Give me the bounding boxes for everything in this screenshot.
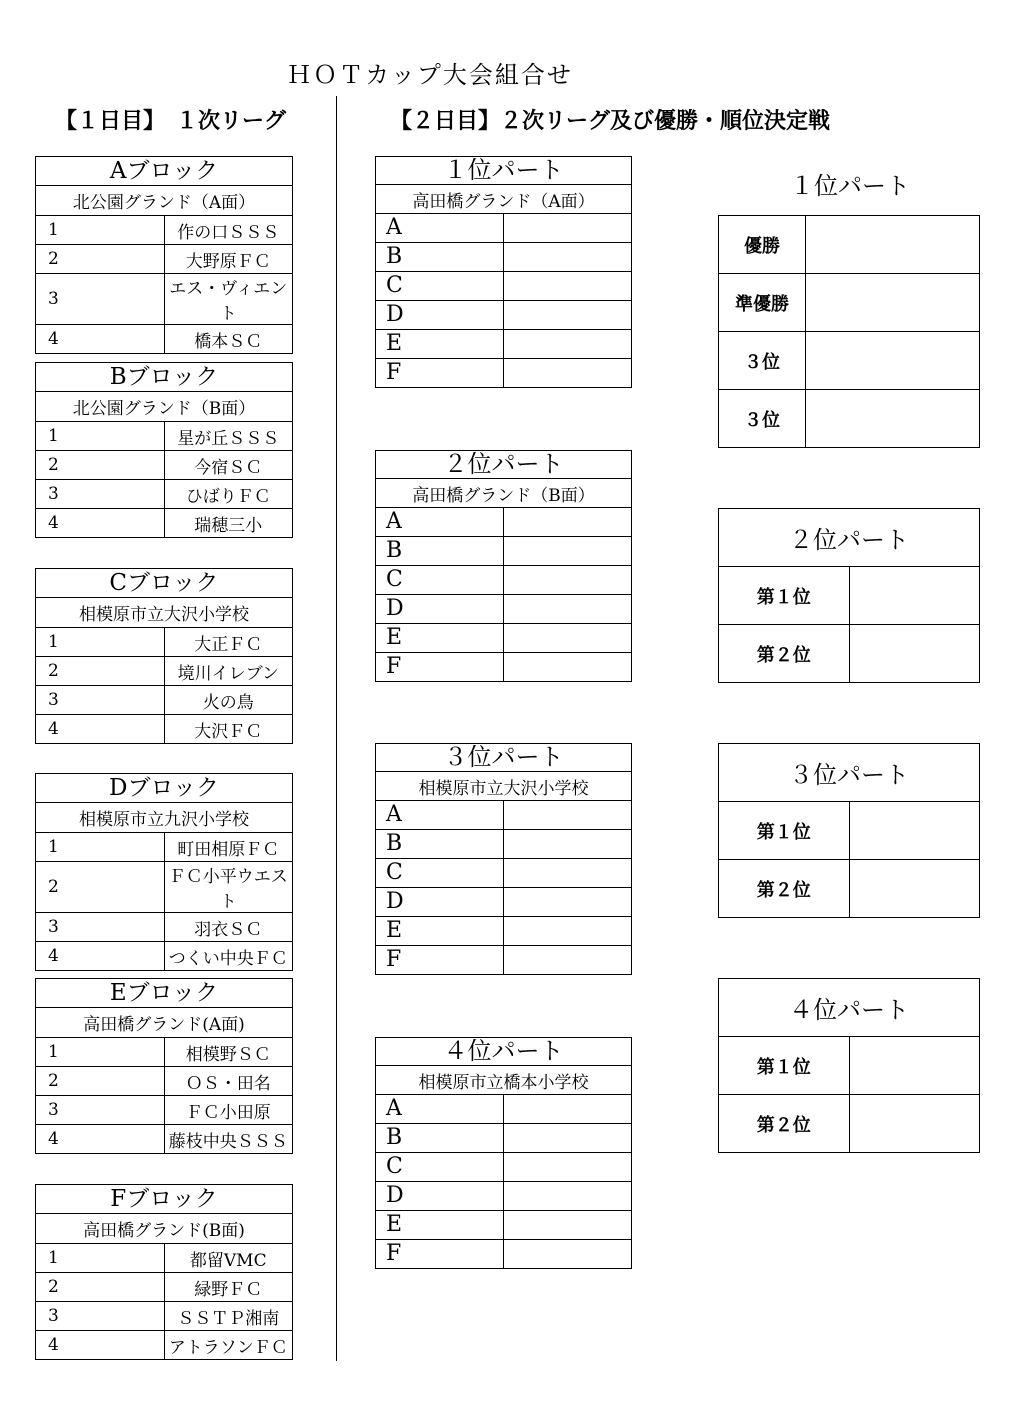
slot-row [376, 508, 632, 537]
team-row [36, 245, 293, 274]
rank-label: 優勝 [719, 216, 806, 274]
block-venue: 高田橋グランド(A面) [36, 1008, 293, 1038]
team-name: 火の鳥 [164, 686, 293, 715]
result-row [719, 802, 980, 860]
result-row [719, 1095, 980, 1153]
slot-letter: F [376, 1240, 504, 1269]
team-number: 4 [36, 715, 165, 744]
page-title: ＨＯＴカップ大会組合せ [287, 61, 573, 89]
team-name: 大沢ＦＣ [164, 715, 293, 744]
rank-label: 第１位 [719, 567, 850, 625]
slot-entry [504, 595, 632, 624]
slot-row [376, 801, 632, 830]
slot-letter: F [376, 653, 504, 682]
team-name: 瑞穂三小 [164, 509, 293, 538]
block-table [35, 773, 293, 971]
slot-row [376, 330, 632, 359]
rank-label: 第２位 [719, 860, 850, 918]
slot-entry [504, 801, 632, 830]
slot-letter: A [376, 214, 504, 243]
rank-label: 第２位 [719, 1095, 850, 1153]
team-name: つくい中央ＦＣ [164, 942, 293, 971]
team-number: 4 [36, 942, 165, 971]
rank-label: ３位 [719, 332, 806, 390]
slot-row [376, 888, 632, 917]
slot-entry [504, 508, 632, 537]
slot-entry [504, 946, 632, 975]
slot-entry [504, 1153, 632, 1182]
slot-letter: B [376, 537, 504, 566]
slot-entry [504, 1095, 632, 1124]
team-name: 藤枝中央ＳＳＳ [164, 1125, 293, 1154]
result-row [719, 332, 980, 390]
team-row [36, 1067, 293, 1096]
slot-row [376, 917, 632, 946]
block-name: Fブロック [36, 1185, 293, 1214]
rank-label: 第１位 [719, 1037, 850, 1095]
team-number: 1 [36, 628, 165, 657]
part-name: ３位パート [376, 744, 632, 772]
rank-label: 準優勝 [719, 274, 806, 332]
day1-heading: 【１日目】 １次リーグ [55, 108, 287, 134]
result-table [718, 743, 980, 918]
part-venue: 相模原市立橋本小学校 [376, 1066, 632, 1095]
team-number: 3 [36, 1096, 165, 1125]
slot-letter: E [376, 330, 504, 359]
team-name: 星が丘ＳＳＳ [164, 422, 293, 451]
slot-letter: D [376, 301, 504, 330]
block-venue: 相模原市立大沢小学校 [36, 598, 293, 628]
part-venue: 高田橋グランド（A面） [376, 185, 632, 214]
slot-letter: B [376, 1124, 504, 1153]
block-name: Cブロック [36, 569, 293, 598]
part-venue: 高田橋グランド（B面） [376, 479, 632, 508]
block-venue: 北公園グランド（A面） [36, 186, 293, 216]
team-number: 2 [36, 245, 165, 274]
result-row [719, 860, 980, 918]
slot-row [376, 1182, 632, 1211]
block-name: Dブロック [36, 774, 293, 803]
result-row [719, 567, 980, 625]
slot-letter: A [376, 801, 504, 830]
team-name: ＯＳ・田名 [164, 1067, 293, 1096]
slot-entry [504, 830, 632, 859]
team-name: 作の口ＳＳＳ [164, 216, 293, 245]
rank-entry [849, 1037, 980, 1095]
team-name: ＦＣ小田原 [164, 1096, 293, 1125]
part-table [375, 1037, 632, 1269]
slot-row [376, 1211, 632, 1240]
result-table [718, 215, 980, 448]
rank-entry [849, 567, 980, 625]
team-number: 2 [36, 1273, 165, 1302]
slot-letter: B [376, 243, 504, 272]
team-name: 相模野ＳＣ [164, 1038, 293, 1067]
team-number: 1 [36, 422, 165, 451]
team-row [36, 715, 293, 744]
team-row [36, 325, 293, 354]
team-row [36, 833, 293, 862]
slot-entry [504, 888, 632, 917]
slot-row [376, 272, 632, 301]
slot-letter: A [376, 1095, 504, 1124]
slot-letter: C [376, 272, 504, 301]
block-table [35, 568, 293, 744]
team-row [36, 1273, 293, 1302]
slot-entry [504, 301, 632, 330]
team-row [36, 1038, 293, 1067]
block-table [35, 156, 293, 354]
team-name: 町田相原ＦＣ [164, 833, 293, 862]
team-number: 4 [36, 1331, 165, 1360]
slot-letter: D [376, 1182, 504, 1211]
rank-label: 第２位 [719, 625, 850, 683]
team-name: 都留VMC [164, 1244, 293, 1273]
result-row [719, 1037, 980, 1095]
day2-heading: 【２日目】２次リーグ及び優勝・順位決定戦 [390, 108, 831, 134]
rank-entry [806, 274, 980, 332]
team-number: 4 [36, 325, 165, 354]
slot-entry [504, 917, 632, 946]
part-venue: 相模原市立大沢小学校 [376, 772, 632, 801]
rank-entry [806, 390, 980, 448]
rank-entry [806, 332, 980, 390]
rank-entry [849, 860, 980, 918]
team-row [36, 1302, 293, 1331]
slot-row [376, 301, 632, 330]
slot-entry [504, 1211, 632, 1240]
team-row [36, 657, 293, 686]
block-name: Eブロック [36, 979, 293, 1008]
result-row [719, 390, 980, 448]
slot-letter: A [376, 508, 504, 537]
slot-row [376, 214, 632, 243]
part-name: １位パート [376, 157, 632, 185]
team-number: 3 [36, 480, 165, 509]
slot-entry [504, 330, 632, 359]
team-name: 今宿ＳＣ [164, 451, 293, 480]
slot-letter: F [376, 946, 504, 975]
team-number: 2 [36, 451, 165, 480]
result-table [718, 978, 980, 1153]
slot-letter: B [376, 830, 504, 859]
slot-row [376, 1095, 632, 1124]
part-name: ２位パート [376, 451, 632, 479]
part-name: ４位パート [376, 1038, 632, 1066]
result-row [719, 274, 980, 332]
slot-row [376, 243, 632, 272]
slot-row [376, 566, 632, 595]
team-number: 4 [36, 509, 165, 538]
team-row [36, 913, 293, 942]
slot-row [376, 859, 632, 888]
team-row [36, 451, 293, 480]
result-title: ４位パート [719, 979, 980, 1037]
slot-entry [504, 1182, 632, 1211]
team-name: ひばりＦＣ [164, 480, 293, 509]
slot-letter: D [376, 888, 504, 917]
team-row [36, 274, 293, 325]
team-name: アトラソンＦＣ [164, 1331, 293, 1360]
team-name: 大正ＦＣ [164, 628, 293, 657]
team-number: 2 [36, 862, 165, 913]
team-row [36, 1096, 293, 1125]
slot-row [376, 537, 632, 566]
team-name: ＳＳＴＰ湘南 [164, 1302, 293, 1331]
slot-row [376, 359, 632, 388]
slot-row [376, 595, 632, 624]
slot-row [376, 653, 632, 682]
result-table [718, 508, 980, 683]
slot-entry [504, 243, 632, 272]
team-row [36, 1244, 293, 1273]
slot-entry [504, 1240, 632, 1269]
slot-entry [504, 272, 632, 301]
team-name: 境川イレブン [164, 657, 293, 686]
slot-letter: E [376, 917, 504, 946]
rank-label: ３位 [719, 390, 806, 448]
slot-entry [504, 359, 632, 388]
team-name: エス・ヴィエント [164, 274, 293, 325]
block-venue: 北公園グランド（B面） [36, 392, 293, 422]
team-name: 緑野ＦＣ [164, 1273, 293, 1302]
team-row [36, 480, 293, 509]
part-table [375, 450, 632, 682]
team-name: 羽衣ＳＣ [164, 913, 293, 942]
part-table [375, 743, 632, 975]
rank-entry [806, 216, 980, 274]
team-row [36, 1331, 293, 1360]
team-name: 橋本ＳＣ [164, 325, 293, 354]
slot-row [376, 624, 632, 653]
rank-entry [849, 802, 980, 860]
slot-row [376, 830, 632, 859]
team-number: 3 [36, 686, 165, 715]
team-row [36, 216, 293, 245]
team-row [36, 422, 293, 451]
block-venue: 相模原市立九沢小学校 [36, 803, 293, 833]
team-number: 1 [36, 1244, 165, 1273]
team-row [36, 628, 293, 657]
slot-entry [504, 566, 632, 595]
slot-entry [504, 653, 632, 682]
team-row [36, 1125, 293, 1154]
team-number: 4 [36, 1125, 165, 1154]
team-number: 1 [36, 216, 165, 245]
slot-row [376, 1153, 632, 1182]
team-row [36, 862, 293, 913]
slot-letter: C [376, 566, 504, 595]
slot-entry [504, 537, 632, 566]
team-row [36, 509, 293, 538]
team-number: 3 [36, 1302, 165, 1331]
team-number: 2 [36, 657, 165, 686]
slot-row [376, 946, 632, 975]
slot-entry [504, 1124, 632, 1153]
slot-entry [504, 624, 632, 653]
team-number: 2 [36, 1067, 165, 1096]
block-name: Aブロック [36, 157, 293, 186]
slot-letter: D [376, 595, 504, 624]
part-table [375, 156, 632, 388]
team-row [36, 686, 293, 715]
block-name: Bブロック [36, 363, 293, 392]
rank-entry [849, 625, 980, 683]
block-venue: 高田橋グランド(B面) [36, 1214, 293, 1244]
result-title: ３位パート [719, 744, 980, 802]
team-number: 1 [36, 833, 165, 862]
rank-label: 第１位 [719, 802, 850, 860]
result-row [719, 216, 980, 274]
team-name: ＦＣ小平ウエスト [164, 862, 293, 913]
team-number: 3 [36, 274, 165, 325]
slot-letter: E [376, 1211, 504, 1240]
rank-entry [849, 1095, 980, 1153]
slot-letter: E [376, 624, 504, 653]
block-table [35, 362, 293, 538]
result-title: １位パート [790, 172, 910, 200]
team-number: 1 [36, 1038, 165, 1067]
slot-entry [504, 859, 632, 888]
slot-letter: F [376, 359, 504, 388]
result-title: ２位パート [719, 509, 980, 567]
column-divider [336, 96, 337, 1361]
team-name: 大野原ＦＣ [164, 245, 293, 274]
block-table [35, 1184, 293, 1360]
slot-letter: C [376, 1153, 504, 1182]
slot-row [376, 1240, 632, 1269]
slot-letter: C [376, 859, 504, 888]
slot-entry [504, 214, 632, 243]
team-number: 3 [36, 913, 165, 942]
result-row [719, 625, 980, 683]
block-table [35, 978, 293, 1154]
team-row [36, 942, 293, 971]
slot-row [376, 1124, 632, 1153]
